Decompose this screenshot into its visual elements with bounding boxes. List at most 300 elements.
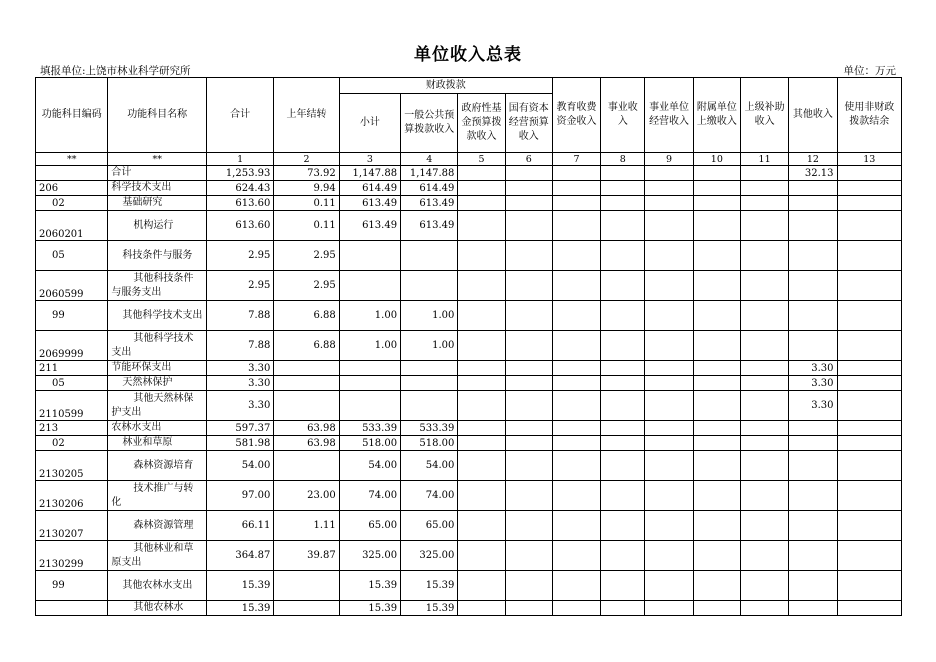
header-carryover: 上年结转 (274, 78, 339, 153)
cell-empty (740, 481, 788, 511)
cell-subtotal: 325.00 (339, 541, 400, 571)
cell-total: 597.37 (206, 421, 273, 436)
cell-empty (552, 211, 600, 241)
column-index-cell: 4 (401, 153, 458, 166)
header-superior: 上级补助收入 (740, 78, 788, 153)
table-row (36, 361, 902, 376)
cell-empty (552, 301, 600, 331)
cell-other: 3.30 (789, 391, 837, 421)
table-row (36, 481, 902, 511)
cell-name: 机构运行 (108, 211, 207, 241)
cell-total: 1,253.93 (206, 166, 273, 181)
cell-other (789, 451, 837, 481)
cell-carryover: 39.87 (274, 541, 339, 571)
cell-empty (645, 421, 693, 436)
cell-nonfiscal-balance (837, 571, 902, 601)
table-row (36, 181, 902, 196)
cell-nonfiscal-balance (837, 601, 902, 616)
column-index-cell: 9 (645, 153, 693, 166)
cell-code: 2130205 (36, 451, 108, 481)
header-general-budget: 一般公共预算拨款收入 (401, 94, 458, 153)
column-index-cell: 2 (274, 153, 339, 166)
cell-name: 天然林保护 (108, 376, 207, 391)
cell-total: 54.00 (206, 451, 273, 481)
cell-empty (740, 421, 788, 436)
cell-other: 3.30 (789, 376, 837, 391)
cell-code: 99 (36, 301, 108, 331)
column-index-cell: 3 (339, 153, 400, 166)
cell-empty (458, 331, 505, 361)
table-row (36, 376, 902, 391)
table-row (36, 271, 902, 301)
column-index-cell: ** (36, 153, 108, 166)
cell-empty (601, 481, 645, 511)
cell-total: 15.39 (206, 601, 273, 616)
table-row (36, 241, 902, 271)
cell-other (789, 601, 837, 616)
cell-empty (601, 271, 645, 301)
cell-nonfiscal-balance (837, 391, 902, 421)
cell-general-budget: 1.00 (401, 331, 458, 361)
cell-name: 其他科学技术支出 (108, 331, 207, 361)
cell-nonfiscal-balance (837, 361, 902, 376)
cell-empty (645, 541, 693, 571)
cell-general-budget: 325.00 (401, 541, 458, 571)
cell-empty (552, 331, 600, 361)
cell-other (789, 241, 837, 271)
cell-empty (505, 601, 552, 616)
cell-other (789, 421, 837, 436)
cell-empty (601, 541, 645, 571)
cell-total: 2.95 (206, 241, 273, 271)
cell-empty (505, 211, 552, 241)
cell-name: 科学技术支出 (108, 181, 207, 196)
cell-nonfiscal-balance (837, 376, 902, 391)
cell-nonfiscal-balance (837, 421, 902, 436)
cell-empty (505, 331, 552, 361)
cell-other (789, 511, 837, 541)
table-row (36, 451, 902, 481)
income-summary-table (35, 77, 902, 616)
cell-total: 3.30 (206, 391, 273, 421)
cell-empty (505, 481, 552, 511)
cell-empty (740, 451, 788, 481)
cell-total: 7.88 (206, 301, 273, 331)
cell-empty (740, 241, 788, 271)
cell-subtotal: 54.00 (339, 451, 400, 481)
cell-general-budget (401, 271, 458, 301)
table-row (36, 211, 902, 241)
cell-name: 林业和草原 (108, 436, 207, 451)
cell-general-budget: 613.49 (401, 211, 458, 241)
cell-empty (645, 451, 693, 481)
cell-empty (693, 361, 740, 376)
column-index-row (36, 153, 902, 166)
cell-code: 2130299 (36, 541, 108, 571)
cell-empty (740, 361, 788, 376)
cell-general-budget: 54.00 (401, 451, 458, 481)
cell-nonfiscal-balance (837, 166, 902, 181)
cell-nonfiscal-balance (837, 196, 902, 211)
cell-empty (601, 166, 645, 181)
cell-empty (740, 166, 788, 181)
page-title: 单位收入总表 (414, 45, 522, 65)
cell-general-budget (401, 241, 458, 271)
cell-other: 3.30 (789, 361, 837, 376)
cell-empty (645, 241, 693, 271)
column-index-cell: 11 (740, 153, 788, 166)
cell-carryover: 0.11 (274, 196, 339, 211)
cell-carryover: 2.95 (274, 241, 339, 271)
header-affiliated: 附属单位上缴收入 (693, 78, 740, 153)
cell-empty (458, 571, 505, 601)
cell-nonfiscal-balance (837, 481, 902, 511)
cell-empty (552, 436, 600, 451)
cell-empty (458, 391, 505, 421)
cell-empty (601, 571, 645, 601)
table-row (36, 541, 902, 571)
header-name: 功能科目名称 (108, 78, 207, 153)
cell-subtotal (339, 361, 400, 376)
cell-empty (693, 331, 740, 361)
cell-nonfiscal-balance (837, 541, 902, 571)
cell-empty (601, 421, 645, 436)
cell-empty (601, 331, 645, 361)
cell-other (789, 481, 837, 511)
cell-empty (693, 211, 740, 241)
cell-name: 其他农林水 (108, 601, 207, 616)
reporting-unit-label: 填报单位:上饶市林业科学研究所 (40, 65, 191, 77)
cell-empty (505, 376, 552, 391)
table-row (36, 511, 902, 541)
cell-empty (458, 511, 505, 541)
cell-empty (740, 196, 788, 211)
cell-empty (601, 241, 645, 271)
cell-empty (645, 181, 693, 196)
cell-empty (505, 391, 552, 421)
cell-empty (601, 301, 645, 331)
header-other: 其他收入 (789, 78, 837, 153)
cell-empty (740, 271, 788, 301)
cell-code: 2130206 (36, 481, 108, 511)
cell-empty (740, 601, 788, 616)
table-row (36, 301, 902, 331)
cell-empty (601, 361, 645, 376)
column-index-cell: 7 (552, 153, 600, 166)
cell-general-budget: 518.00 (401, 436, 458, 451)
cell-empty (505, 511, 552, 541)
cell-empty (505, 451, 552, 481)
cell-empty (505, 196, 552, 211)
cell-empty (552, 451, 600, 481)
column-index-cell: ** (108, 153, 207, 166)
cell-empty (645, 331, 693, 361)
cell-empty (693, 601, 740, 616)
cell-carryover: 9.94 (274, 181, 339, 196)
cell-empty (740, 211, 788, 241)
cell-empty (505, 361, 552, 376)
cell-code: 211 (36, 361, 108, 376)
cell-general-budget (401, 376, 458, 391)
cell-empty (458, 541, 505, 571)
cell-name: 基础研究 (108, 196, 207, 211)
cell-empty (693, 271, 740, 301)
cell-carryover (274, 391, 339, 421)
column-index-cell: 5 (458, 153, 505, 166)
cell-empty (645, 511, 693, 541)
cell-empty (740, 181, 788, 196)
cell-name: 农林水支出 (108, 421, 207, 436)
header-fiscal-group: 财政拨款 (339, 78, 552, 94)
cell-name: 森林资源培育 (108, 451, 207, 481)
cell-empty (458, 421, 505, 436)
cell-total: 2.95 (206, 271, 273, 301)
cell-other (789, 196, 837, 211)
cell-code: 2130207 (36, 511, 108, 541)
cell-empty (458, 241, 505, 271)
cell-subtotal (339, 241, 400, 271)
cell-subtotal (339, 391, 400, 421)
cell-name: 其他科学技术支出 (108, 301, 207, 331)
header-code: 功能科目编码 (36, 78, 108, 153)
cell-code: 2110599 (36, 391, 108, 421)
cell-empty (458, 181, 505, 196)
cell-general-budget (401, 361, 458, 376)
cell-general-budget: 74.00 (401, 481, 458, 511)
cell-empty (601, 376, 645, 391)
cell-code: 05 (36, 376, 108, 391)
cell-subtotal: 74.00 (339, 481, 400, 511)
cell-other (789, 436, 837, 451)
cell-total: 624.43 (206, 181, 273, 196)
cell-empty (740, 541, 788, 571)
cell-subtotal (339, 271, 400, 301)
cell-carryover (274, 376, 339, 391)
cell-empty (505, 241, 552, 271)
header-operating: 事业单位经营收入 (645, 78, 693, 153)
cell-general-budget: 533.39 (401, 421, 458, 436)
column-index-cell: 10 (693, 153, 740, 166)
header-gov-fund: 政府性基金预算拨款收入 (458, 94, 505, 153)
cell-empty (552, 376, 600, 391)
cell-general-budget: 1,147.88 (401, 166, 458, 181)
cell-empty (505, 571, 552, 601)
cell-carryover: 63.98 (274, 436, 339, 451)
cell-nonfiscal-balance (837, 301, 902, 331)
cell-empty (740, 571, 788, 601)
cell-empty (645, 601, 693, 616)
cell-code: 05 (36, 241, 108, 271)
cell-empty (458, 211, 505, 241)
cell-subtotal: 1.00 (339, 331, 400, 361)
cell-empty (693, 181, 740, 196)
cell-empty (601, 451, 645, 481)
cell-empty (552, 421, 600, 436)
cell-other (789, 271, 837, 301)
cell-subtotal: 1.00 (339, 301, 400, 331)
cell-carryover (274, 451, 339, 481)
cell-total: 613.60 (206, 196, 273, 211)
cell-code (36, 166, 108, 181)
cell-general-budget: 65.00 (401, 511, 458, 541)
cell-empty (505, 541, 552, 571)
cell-total: 613.60 (206, 211, 273, 241)
cell-empty (645, 301, 693, 331)
cell-empty (740, 391, 788, 421)
cell-carryover: 2.95 (274, 271, 339, 301)
cell-empty (601, 436, 645, 451)
cell-empty (505, 181, 552, 196)
cell-nonfiscal-balance (837, 181, 902, 196)
cell-nonfiscal-balance (837, 241, 902, 271)
cell-carryover: 0.11 (274, 211, 339, 241)
cell-code: 2060599 (36, 271, 108, 301)
cell-empty (693, 571, 740, 601)
cell-other (789, 331, 837, 361)
cell-empty (645, 436, 693, 451)
cell-empty (645, 481, 693, 511)
cell-name: 科技条件与服务 (108, 241, 207, 271)
cell-nonfiscal-balance (837, 511, 902, 541)
cell-empty (740, 331, 788, 361)
cell-empty (740, 376, 788, 391)
cell-code: 02 (36, 436, 108, 451)
table-row (36, 331, 902, 361)
cell-empty (458, 361, 505, 376)
cell-empty (552, 391, 600, 421)
cell-carryover: 6.88 (274, 301, 339, 331)
cell-code: 213 (36, 421, 108, 436)
cell-empty (552, 361, 600, 376)
cell-other (789, 211, 837, 241)
table-row (36, 601, 902, 616)
cell-other (789, 541, 837, 571)
cell-empty (645, 166, 693, 181)
cell-subtotal: 15.39 (339, 571, 400, 601)
cell-empty (458, 481, 505, 511)
column-index-cell: 12 (789, 153, 837, 166)
cell-empty (552, 571, 600, 601)
cell-empty (693, 391, 740, 421)
cell-total: 581.98 (206, 436, 273, 451)
table-row (36, 166, 902, 181)
cell-empty (458, 196, 505, 211)
cell-empty (505, 166, 552, 181)
cell-subtotal: 65.00 (339, 511, 400, 541)
cell-empty (552, 511, 600, 541)
cell-total: 364.87 (206, 541, 273, 571)
cell-code: 206 (36, 181, 108, 196)
cell-empty (458, 436, 505, 451)
cell-empty (601, 181, 645, 196)
table-row (36, 196, 902, 211)
cell-empty (645, 391, 693, 421)
cell-empty (552, 541, 600, 571)
cell-empty (505, 436, 552, 451)
cell-code: 2060201 (36, 211, 108, 241)
cell-carryover: 63.98 (274, 421, 339, 436)
cell-empty (645, 211, 693, 241)
cell-code: 2069999 (36, 331, 108, 361)
cell-total: 3.30 (206, 376, 273, 391)
cell-empty (693, 421, 740, 436)
cell-name: 合计 (108, 166, 207, 181)
table-row (36, 571, 902, 601)
cell-empty (552, 181, 600, 196)
cell-empty (458, 601, 505, 616)
cell-carryover: 73.92 (274, 166, 339, 181)
header-subtotal: 小计 (339, 94, 400, 153)
cell-empty (458, 451, 505, 481)
cell-name: 节能环保支出 (108, 361, 207, 376)
cell-empty (505, 421, 552, 436)
cell-empty (552, 166, 600, 181)
cell-empty (552, 481, 600, 511)
cell-other (789, 181, 837, 196)
cell-empty (693, 241, 740, 271)
cell-general-budget: 614.49 (401, 181, 458, 196)
cell-name: 森林资源管理 (108, 511, 207, 541)
cell-total: 15.39 (206, 571, 273, 601)
column-index-cell: 13 (837, 153, 902, 166)
cell-code: 02 (36, 196, 108, 211)
cell-code: 99 (36, 571, 108, 601)
cell-total: 3.30 (206, 361, 273, 376)
cell-subtotal: 613.49 (339, 211, 400, 241)
cell-empty (693, 196, 740, 211)
cell-nonfiscal-balance (837, 451, 902, 481)
cell-carryover (274, 361, 339, 376)
cell-empty (458, 301, 505, 331)
cell-empty (601, 391, 645, 421)
cell-general-budget (401, 391, 458, 421)
cell-empty (552, 241, 600, 271)
table-row (36, 391, 902, 421)
cell-carryover: 6.88 (274, 331, 339, 361)
cell-general-budget: 613.49 (401, 196, 458, 211)
cell-empty (693, 301, 740, 331)
cell-empty (645, 271, 693, 301)
cell-empty (552, 271, 600, 301)
header-business: 事业收入 (601, 78, 645, 153)
cell-nonfiscal-balance (837, 331, 902, 361)
cell-subtotal: 15.39 (339, 601, 400, 616)
cell-subtotal: 533.39 (339, 421, 400, 436)
cell-empty (645, 196, 693, 211)
cell-general-budget: 15.39 (401, 601, 458, 616)
header-total: 合计 (206, 78, 273, 153)
column-index-cell: 1 (206, 153, 273, 166)
cell-general-budget: 1.00 (401, 301, 458, 331)
cell-empty (693, 481, 740, 511)
cell-empty (645, 361, 693, 376)
cell-carryover (274, 601, 339, 616)
cell-empty (458, 166, 505, 181)
cell-empty (693, 541, 740, 571)
cell-empty (740, 511, 788, 541)
cell-empty (505, 301, 552, 331)
cell-subtotal: 518.00 (339, 436, 400, 451)
cell-empty (552, 196, 600, 211)
header-education: 教育收费资金收入 (552, 78, 600, 153)
cell-name: 其他科技条件与服务支出 (108, 271, 207, 301)
cell-other (789, 571, 837, 601)
cell-total: 66.11 (206, 511, 273, 541)
cell-empty (458, 271, 505, 301)
cell-name: 其他农林水支出 (108, 571, 207, 601)
column-index-cell: 6 (505, 153, 552, 166)
cell-subtotal: 614.49 (339, 181, 400, 196)
